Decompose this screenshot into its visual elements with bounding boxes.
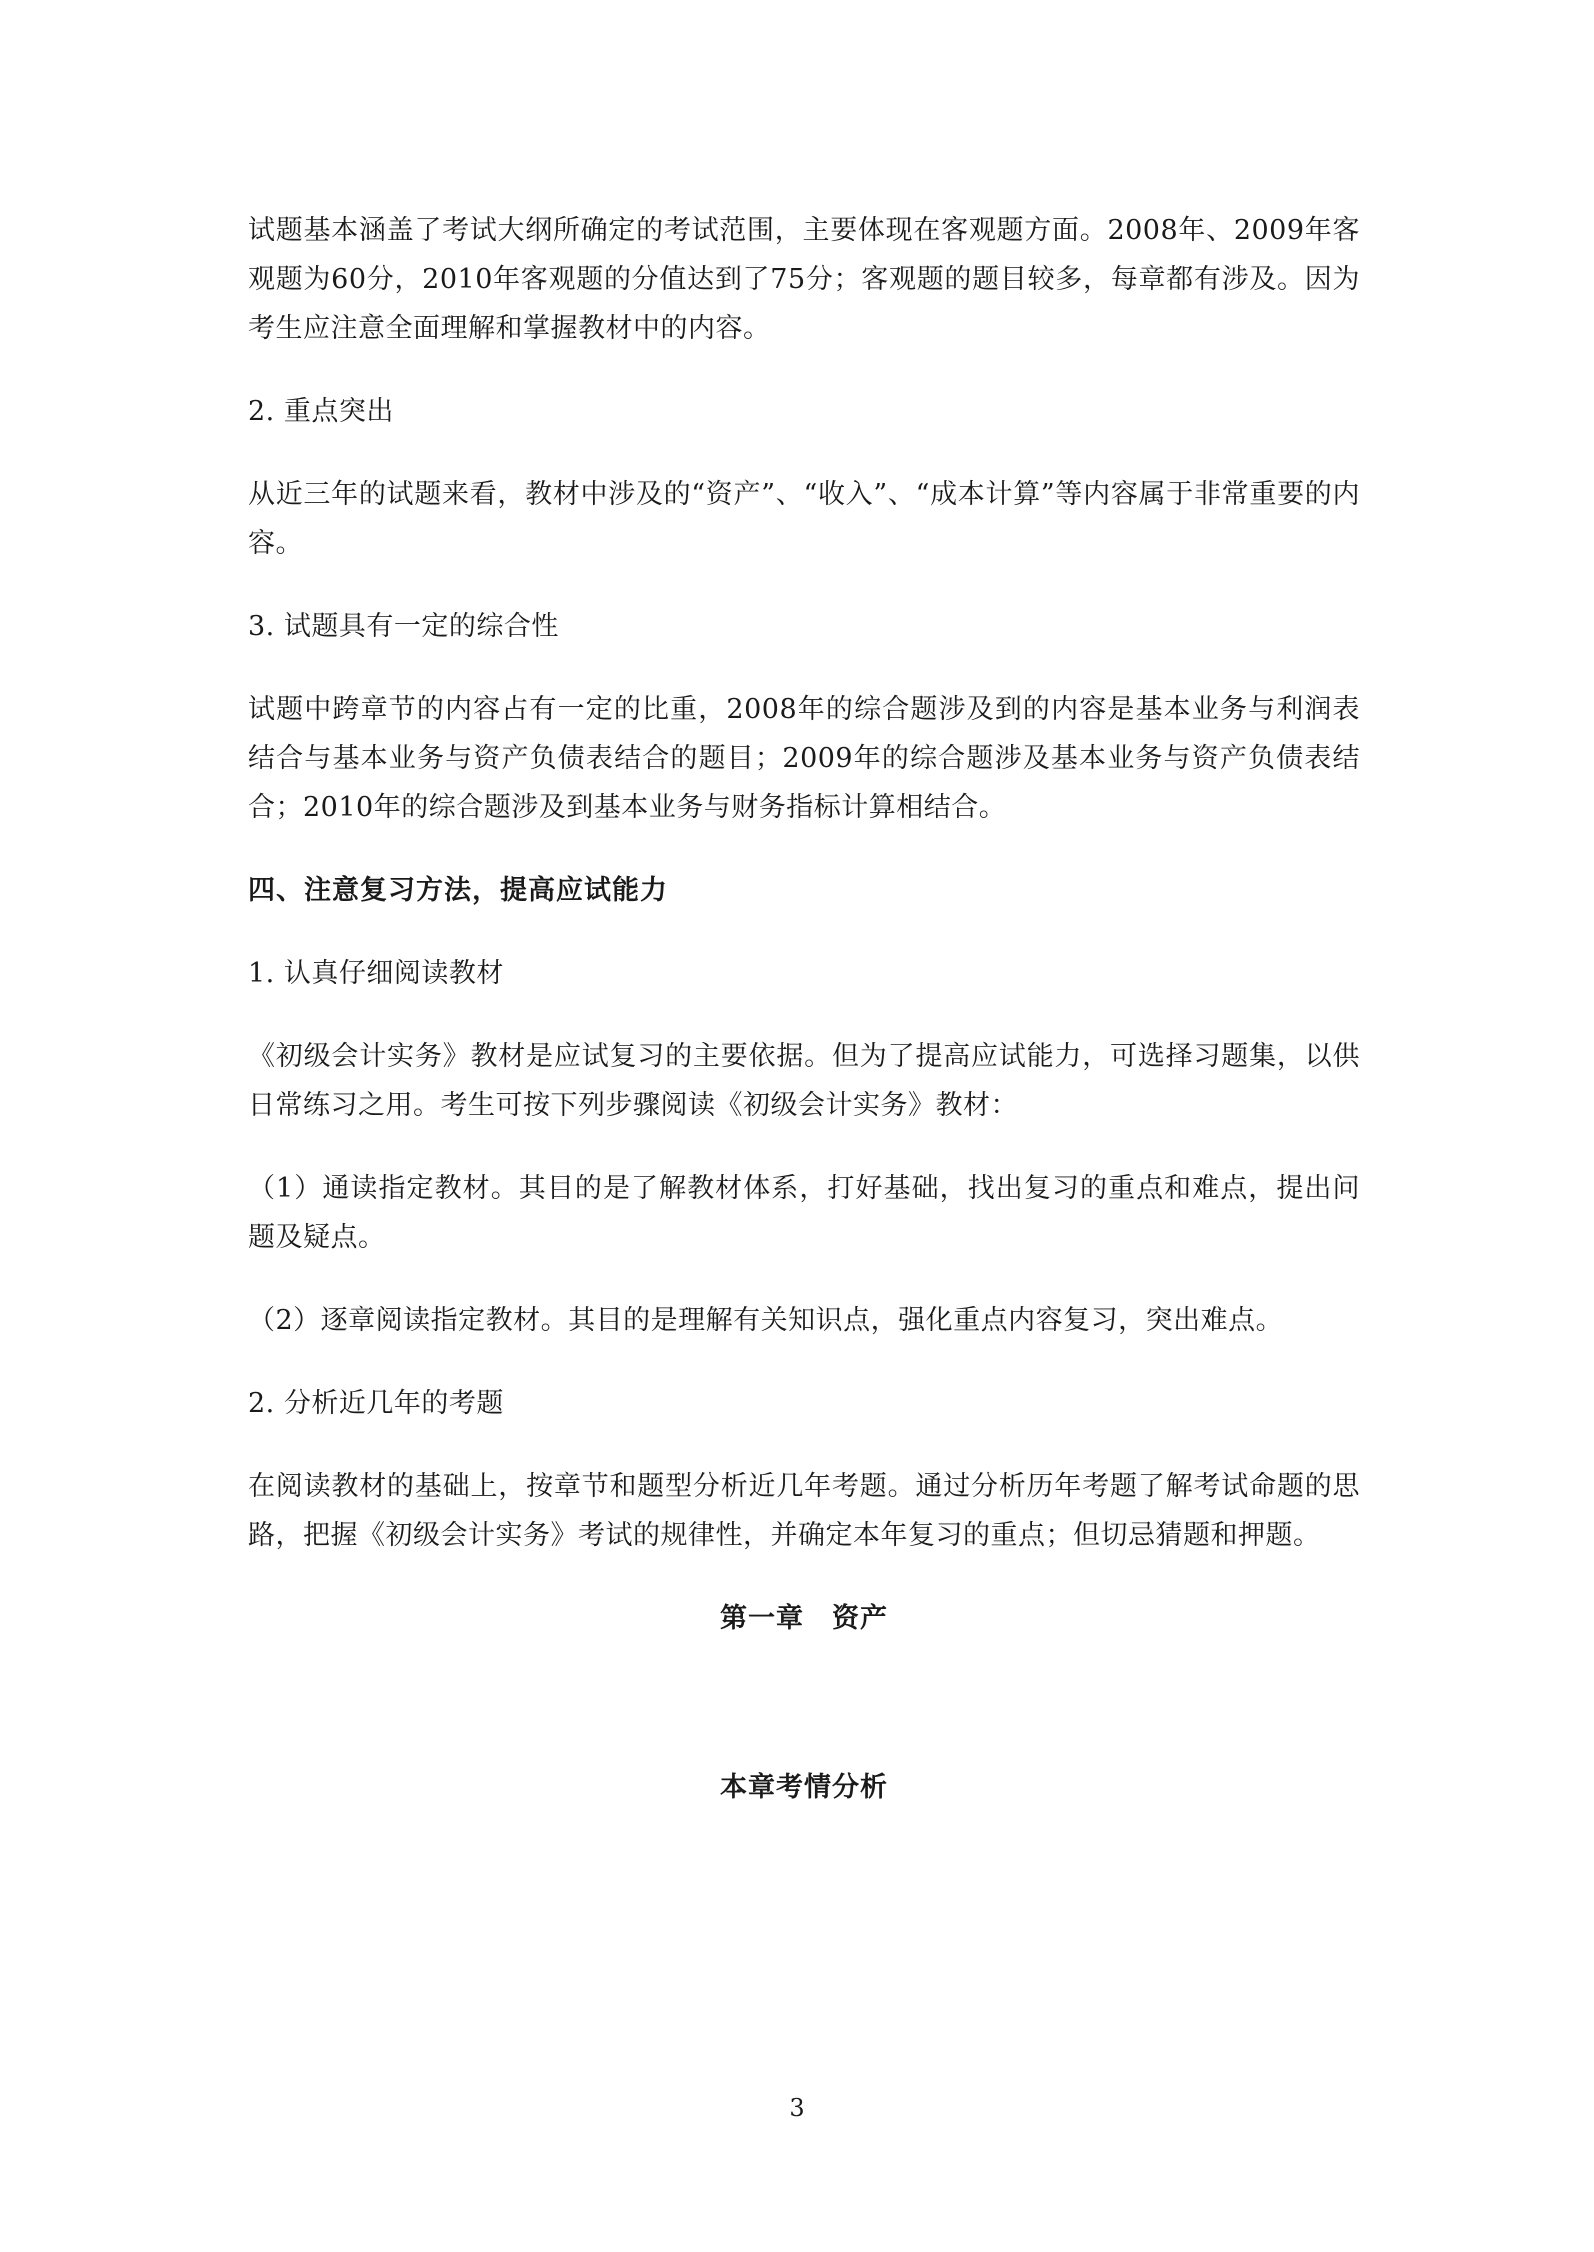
chapter-subtitle: 本章考情分析 [720, 1772, 888, 1803]
page-number: 3 [789, 2094, 805, 2122]
page-body [248, 206, 1360, 1812]
paragraph-analyze-exams: 在阅读教材的基础上，按章节和题型分析近几年考题。通过分析历年考题了解考试命题的思路，把握《初级会计实务》考试的规律性，并确定本年复习的重点；但切忌猜题和押题。 [248, 1471, 1360, 1551]
paragraph-key-points: 从近三年的试题来看，教材中涉及的“资产”、“收入”、“成本计算”等内容属于非常重要的内容。 [248, 479, 1360, 559]
heading-analyze-exams: 2. 分析近几年的考题 [248, 1388, 504, 1419]
section-heading-review-methods: 四、注意复习方法，提高应试能力 [248, 875, 668, 906]
chapter-title: 第一章 资产 [720, 1603, 888, 1634]
paragraph-textbook-basis: 《初级会计实务》教材是应试复习的主要依据。但为了提高应试能力，可选择习题集，以供日常练习之用。考生可按下列步骤阅读《初级会计实务》教材： [248, 1041, 1360, 1121]
paragraph-exam-scope: 试题基本涵盖了考试大纲所确定的考试范围，主要体现在客观题方面。2008年、2009年客观题为60分，2010年客观题的分值达到了75分；客观题的题目较多，每章都有涉及。因为考生应注意全面理解和掌握教材中的内容。 [248, 215, 1360, 344]
paragraph-step-2: （2）逐章阅读指定教材。其目的是理解有关知识点，强化重点内容复习，突出难点。 [248, 1305, 1284, 1336]
paragraph-comprehensive: 试题中跨章节的内容占有一定的比重，2008年的综合题涉及到的内容是基本业务与利润表结合与基本业务与资产负债表结合的题目；2009年的综合题涉及基本业务与资产负债表结合；2010年的综合题涉及到基本业务与财务指标计算相结合。 [248, 694, 1360, 823]
paragraph-step-1: （1）通读指定教材。其目的是了解教材体系，打好基础，找出复习的重点和难点，提出问题及疑点。 [248, 1173, 1360, 1253]
heading-read-textbook: 1. 认真仔细阅读教材 [248, 958, 504, 989]
heading-comprehensive: 3. 试题具有一定的综合性 [248, 611, 559, 642]
heading-key-points: 2. 重点突出 [248, 396, 394, 427]
